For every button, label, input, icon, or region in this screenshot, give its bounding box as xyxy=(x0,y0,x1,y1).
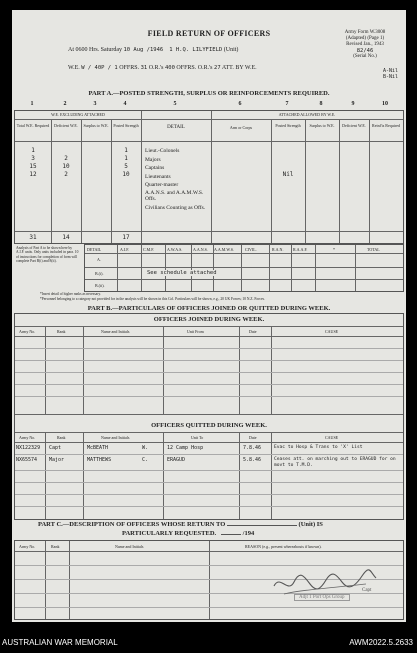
att-label: ATT. BY W.E. xyxy=(221,65,257,71)
quitted-row-1-init: W. xyxy=(142,445,149,451)
cell: 5 xyxy=(124,163,128,170)
part-b-title: PART B.—PARTICULARS OF OFFICERS JOINED OR QUITTED DURING WEEK. xyxy=(87,305,331,312)
header-surplus-att: Surplus to W.E. xyxy=(309,123,335,128)
part-c-title-b: (Unit) IS xyxy=(298,521,323,528)
footer-right: AWM2022.5.2633 xyxy=(349,638,413,647)
analysis-col-header: R.A.A.F. xyxy=(293,247,308,252)
joined-title: OFFICERS JOINED DURING WEEK. xyxy=(153,316,265,323)
analysis-row-label: B.(ii). xyxy=(95,283,105,288)
analysis-col-header: A.W.A.S. xyxy=(167,247,183,252)
detail-item: Quarter-master xyxy=(145,182,179,188)
ors2-label: O.R.'s xyxy=(197,65,213,71)
col1-values xyxy=(18,147,48,179)
total-col1: 31 xyxy=(29,234,37,241)
form-identifier xyxy=(330,30,400,60)
col-number: 2 xyxy=(63,101,67,107)
part-c-col-header: REASON (e.g., present whereabouts if known). xyxy=(245,544,322,549)
note-1: *Insert detail of higher ranks as necessary. xyxy=(40,292,101,296)
see-schedule-text: See schedule attached xyxy=(147,270,217,276)
analysis-col-header: DETAIL xyxy=(87,247,102,252)
header-deficient: Deficient W.E. xyxy=(54,123,78,128)
col-number: 1 xyxy=(30,101,34,107)
quitted-row-1-unit: 12 Camp Hosp xyxy=(167,445,204,451)
part-c-col-header: Rank xyxy=(51,544,60,549)
analysis-note: Analysis of Part A to be shown here by A.I.F. units. Only units included in para. 10 of instructions for completion of form will complete Part B(i) and 8(ii). xyxy=(16,246,79,264)
quitted-title: OFFICERS QUITTED DURING WEEK. xyxy=(151,422,267,429)
col-number: 8 xyxy=(319,101,323,107)
header-deficient-att: Deficient W.E. xyxy=(342,123,366,128)
part-a-table xyxy=(14,110,404,244)
ors-label: O.R.'s xyxy=(148,65,164,71)
header-arm-corps: Arm or Corps xyxy=(229,125,253,130)
cell: 1 xyxy=(124,155,128,162)
offrs-label: OFFRS. xyxy=(119,65,140,71)
offrs-typed: 31 xyxy=(140,65,148,71)
group-left-header: W.E. EXCLUDING ATTACHED xyxy=(51,112,105,117)
header-surplus: Surplus to W.E. xyxy=(83,123,109,128)
quitted-row-2-rank: Major xyxy=(49,457,65,463)
we-label: W.E. xyxy=(68,65,80,71)
part-c-date: /194 xyxy=(242,530,255,537)
quitted-row-1-rank: Capt xyxy=(49,445,62,451)
analysis-row-label: B.(i). xyxy=(95,271,104,276)
col-number: 5 xyxy=(173,101,177,107)
header-posted: Posted Strength xyxy=(113,123,139,128)
detail-item: Majors xyxy=(145,156,161,163)
col7-nil: Nil xyxy=(282,171,294,178)
header-posted-att: Posted Strength xyxy=(275,123,301,128)
quitted-row-1-date: 7.8.46 xyxy=(243,445,262,451)
header-reinf: Reinf'ts Required xyxy=(372,123,400,128)
part-c-title xyxy=(38,521,323,528)
joined-col-header: Name and Initials xyxy=(101,329,130,334)
col-number: 6 xyxy=(238,101,242,107)
part-b-table xyxy=(14,313,404,520)
a-nil: A-Nil xyxy=(382,68,398,74)
col4-values xyxy=(111,147,141,179)
quitted-row-1-name: McBEATH xyxy=(87,445,109,451)
detail-item: Captains xyxy=(145,165,165,171)
joined-col-header: Date xyxy=(249,329,257,334)
unit-typed: 1 H.Q. LILYFIELD xyxy=(169,47,223,53)
part-c-subtitle xyxy=(122,530,254,537)
analysis-col-header: TOTAL xyxy=(367,247,380,252)
quitted-col-header: Name and Initials xyxy=(101,435,130,440)
quitted-row-1-cause: Evac to Hosp & Trans to 'X' List xyxy=(274,445,363,450)
quitted-row-2-name: MATTHEWS xyxy=(87,457,112,463)
cell: 15 xyxy=(29,163,37,170)
serial-label: (Serial No.) xyxy=(353,54,377,59)
part-c-title-c: PARTICULARLY REQUESTED. xyxy=(122,530,217,537)
quitted-col-header: Date xyxy=(249,435,257,440)
quitted-col-header: CAUSE xyxy=(325,435,339,440)
cell: 2 xyxy=(64,171,68,178)
form-adapted: (Adapted) (Page 1) xyxy=(345,36,385,41)
at-hrs-label: At 0600 Hrs. Saturday xyxy=(68,47,122,53)
cell: 2 xyxy=(64,155,68,162)
ors2-typed: 27 xyxy=(214,65,221,71)
col-number: 10 xyxy=(382,101,388,107)
group-right-header: ATTACHED ALLOWED BY W.E. xyxy=(278,112,336,117)
joined-col-header: Army No. xyxy=(19,329,36,334)
form-title: FIELD RETURN OF OFFICERS xyxy=(147,29,271,38)
quitted-row-2-army-no: NX65574 xyxy=(16,457,38,463)
header-detail: DETAIL xyxy=(167,125,185,130)
cell: 12 xyxy=(29,171,37,178)
date-unit-line xyxy=(68,47,238,53)
cell: 3 xyxy=(31,155,35,162)
quitted-row-2-init: C. xyxy=(142,457,149,463)
detail-item: A.A.N.S. and A.A.M.W.S. Offs. xyxy=(145,189,204,202)
signature-rank: Capt xyxy=(362,588,372,593)
col2-values xyxy=(51,147,81,179)
col-number: 7 xyxy=(285,101,289,107)
joined-col-header: Rank xyxy=(57,329,66,334)
quitted-row-1-army-no: NX122329 xyxy=(16,445,41,451)
detail-item: Lieut.-Colonels xyxy=(145,148,180,154)
total-col4: 17 xyxy=(122,234,130,241)
cell: 10 xyxy=(122,171,130,178)
b-nil: B-Nil xyxy=(382,74,398,80)
note-2: *Personnel belonging to a category not provided for in the analysis will be shown in this Col. Particulars will be shown, e.g., 20 UK Forces; 10 N.Z. Forces. xyxy=(40,297,265,301)
analysis-col-header: R.A.N. xyxy=(272,247,284,252)
col-number: 3 xyxy=(93,101,97,107)
cell: 1 xyxy=(31,147,35,154)
quitted-row-2-cause: Ceases att. on marching out to ERAGUD for on movt to T.M.D. xyxy=(274,457,396,468)
footer-left: AUSTRALIAN WAR MEMORIAL xyxy=(2,638,118,647)
detail-list xyxy=(145,147,209,211)
quitted-col-header: Rank xyxy=(57,435,66,440)
quitted-col-header: Army No. xyxy=(19,435,36,440)
nil-values xyxy=(383,68,398,80)
total-col2: 14 xyxy=(62,234,70,241)
quitted-col-header: Unit To xyxy=(191,435,204,440)
part-c-col-header: Army No. xyxy=(19,544,36,549)
part-a-title: PART A.—POSTED STRENGTH, SURPLUS OR REINFORCEMENTS REQUIRED. xyxy=(88,90,330,97)
form-revised: Revised Jan., 1943 xyxy=(346,42,384,47)
serial-typed: 82/46 xyxy=(356,48,374,54)
quitted-row-2-date: 5.8.46 xyxy=(243,457,262,463)
form-number: Army Form W.3008 xyxy=(344,30,386,35)
we-typed: W / 40P / 1 xyxy=(81,65,118,71)
analysis-col-header: C.M.F. xyxy=(143,247,155,252)
detail-item: Lieutenants xyxy=(145,173,171,180)
analysis-col-header: A.A.M.W.S. xyxy=(214,247,234,252)
cell: 10 xyxy=(62,163,70,170)
ors-typed: 400 xyxy=(164,65,175,71)
analysis-col-header: * xyxy=(333,247,335,252)
joined-col-header: Unit From xyxy=(187,329,204,334)
header-total-we: Total W.E. Required xyxy=(16,123,50,128)
analysis-col-header: A.A.N.S. xyxy=(193,247,208,252)
analysis-col-header: CIVIL. xyxy=(245,247,257,252)
part-c-col-header: Name and Initials xyxy=(115,544,144,549)
date-typed: 10 Aug /1946 xyxy=(123,47,164,53)
analysis-table xyxy=(84,244,404,292)
document-sheet xyxy=(12,10,406,622)
unit-label: (Unit) xyxy=(223,47,239,53)
joined-col-header: CAUSE xyxy=(325,329,339,334)
column-numbers xyxy=(14,101,404,107)
we-line xyxy=(68,65,257,71)
detail-item: Civilians Counting as Offs. xyxy=(145,204,206,211)
quitted-row-2-unit: ERAGUD xyxy=(167,457,186,463)
col-number: 9 xyxy=(351,101,355,107)
analysis-col-header: A.I.F. xyxy=(120,247,130,252)
analysis-row-label: A. xyxy=(97,257,101,262)
adjutant-stamp: Adjt 1 Port Ops Group xyxy=(294,594,350,601)
col-number: 4 xyxy=(123,101,127,107)
part-c-title-a: PART C.—DESCRIPTION OF OFFICERS WHOSE RETURN TO xyxy=(38,521,226,528)
offrs2-label: OFFRS. xyxy=(176,65,197,71)
cell: 1 xyxy=(124,147,128,154)
